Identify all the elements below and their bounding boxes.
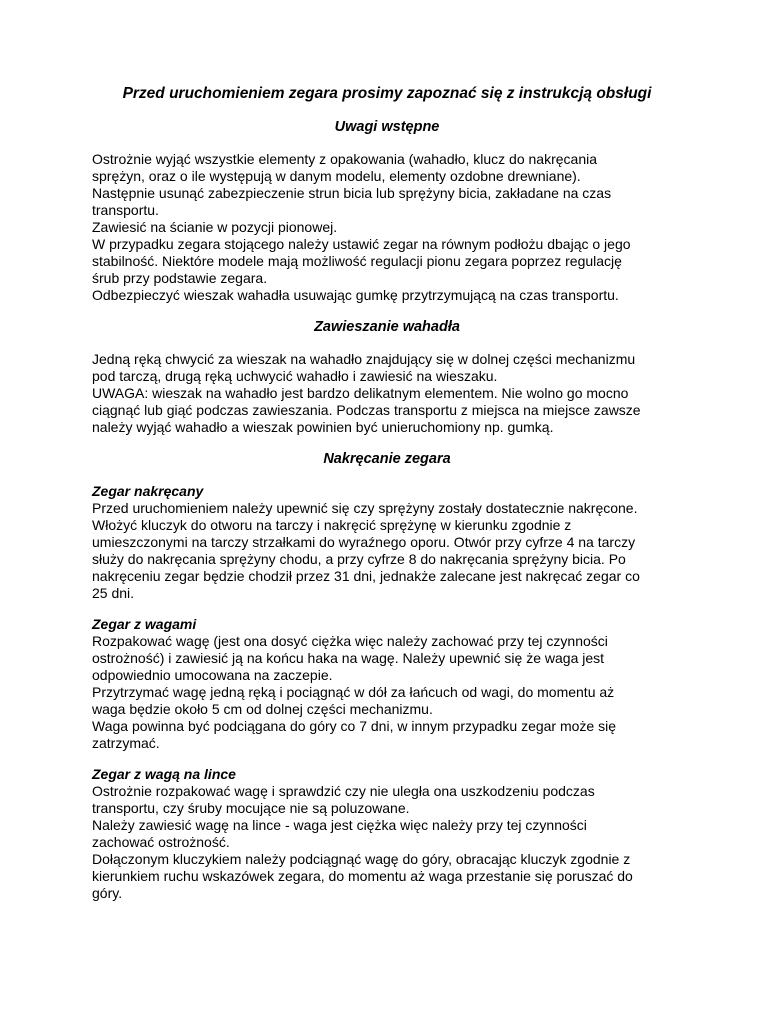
text-line: ciągnąć lub giąć podczas zawieszania. Podczas transportu z miejsca na miejsce zawsze [92, 402, 641, 418]
text-line: zachować ostrożność. [92, 834, 230, 850]
text-line: Zawiesić na ścianie w pozycji pionowej. [92, 219, 338, 235]
text-line: Odbezpieczyć wieszak wahadła usuwając gumkę przytrzymującą na czas transportu. [92, 287, 619, 303]
text-line: Przed uruchomieniem należy upewnić się czy sprężyny zostały dostatecznie nakręcone. [92, 500, 638, 516]
text-line: Jedną ręką chwycić za wieszak na wahadło znajdujący się w dolnej części mechanizmu [92, 351, 636, 367]
section-body-zawieszanie [92, 351, 682, 436]
section-body-uwagi [92, 151, 682, 304]
section-heading-uwagi: Uwagi wstępne [334, 119, 440, 135]
text-line: transportu, czy śruby mocujące nie są poluzowane. [92, 800, 410, 816]
text-line: ostrożność) i zawiesić ją na końcu haka na wagę. Należy upewnić się że waga jest [92, 650, 605, 666]
document-title: Przed uruchomieniem zegara prosimy zapoznać się z instrukcją obsługi [122, 85, 652, 102]
section-heading-zawieszanie: Zawieszanie wahadła [314, 319, 460, 335]
subsection-heading: Zegar z wagą na lince [92, 766, 236, 782]
section-heading-nakrecanie: Nakręcanie zegara [323, 451, 451, 467]
text-line: Włożyć kluczyk do otworu na tarczy i nakręcić sprężynę w kierunku zgodnie z [92, 517, 572, 533]
text-line: odpowiednio umocowana na zaczepie. [92, 667, 333, 683]
text-line: Ostrożnie rozpakować wagę i sprawdzić czy nie uległa ona uszkodzeniu podczas [92, 783, 595, 799]
subsection-zegar-nakrecany [92, 483, 682, 602]
text-line: zatrzymać. [92, 735, 160, 751]
text-line: W przypadku zegara stojącego należy ustawić zegar na równym podłożu dbając o jego [92, 236, 631, 252]
text-line: nakręceniu zegar będzie chodził przez 31 dni, jednakże zalecane jest nakręcać zegar co [92, 568, 640, 584]
text-line: Rozpakować wagę (jest ona dosyć ciężka więc należy zachować przy tej czynności [92, 633, 608, 649]
text-line: Przytrzymać wagę jedną ręką i pociągnąć w dół za łańcuch od wagi, do momentu aż [92, 684, 615, 700]
text-line: śrub przy podstawie zegara. [92, 270, 268, 286]
text-line: stabilność. Niektóre modele mają możliwość regulacji pionu zegara poprzez regulację [92, 253, 622, 269]
subsection-heading: Zegar z wagami [92, 616, 197, 632]
text-line: pod tarczą, drugą ręką uchwycić wahadło i zawiesić na wieszaku. [92, 368, 498, 384]
text-line: 25 dni. [92, 585, 135, 601]
text-line: sprężyn, oraz o ile występują w danym modelu, elementy ozdobne drewniane). [92, 168, 581, 184]
text-line: Następnie usunąć zabezpieczenie strun bicia lub sprężyny bicia, zakładane na czas [92, 185, 612, 201]
subsection-zegar-z-waga-na-lince [92, 766, 682, 902]
document-page [92, 84, 682, 916]
text-line: Ostrożnie wyjąć wszystkie elementy z opakowania (wahadło, klucz do nakręcania [92, 151, 598, 167]
text-line: UWAGA: wieszak na wahadło jest bardzo delikatnym elementem. Nie wolno go mocno [92, 385, 629, 401]
text-line: Dołączonym kluczykiem należy podciągnąć wagę do góry, obracając kluczyk zgodnie z [92, 851, 631, 867]
text-line: służy do nakręcania sprężyny chodu, a przy cyfrze 8 do nakręcania sprężyny bicia. Po [92, 551, 626, 567]
text-line: waga będzie około 5 cm od dolnej części mechanizmu. [92, 701, 433, 717]
text-line: transportu. [92, 202, 159, 218]
text-line: kierunkiem ruchu wskazówek zegara, do momentu aż waga przestanie się poruszać do [92, 868, 633, 884]
text-line: należy wyjąć wahadło a wieszak powinien być unieruchomiony np. gumką. [92, 419, 554, 435]
text-line: góry. [92, 885, 123, 901]
text-line: Należy zawiesić wagę na lince - waga jest ciężka więc należy przy tej czynności [92, 817, 587, 833]
subsection-heading: Zegar nakręcany [92, 483, 204, 499]
text-line: umieszczonymi na tarczy strzałkami do wyraźnego oporu. Otwór przy cyfrze 4 na tarczy [92, 534, 636, 550]
subsection-zegar-z-wagami [92, 616, 682, 752]
text-line: Waga powinna być podciągana do góry co 7 dni, w innym przypadku zegar może się [92, 718, 616, 734]
